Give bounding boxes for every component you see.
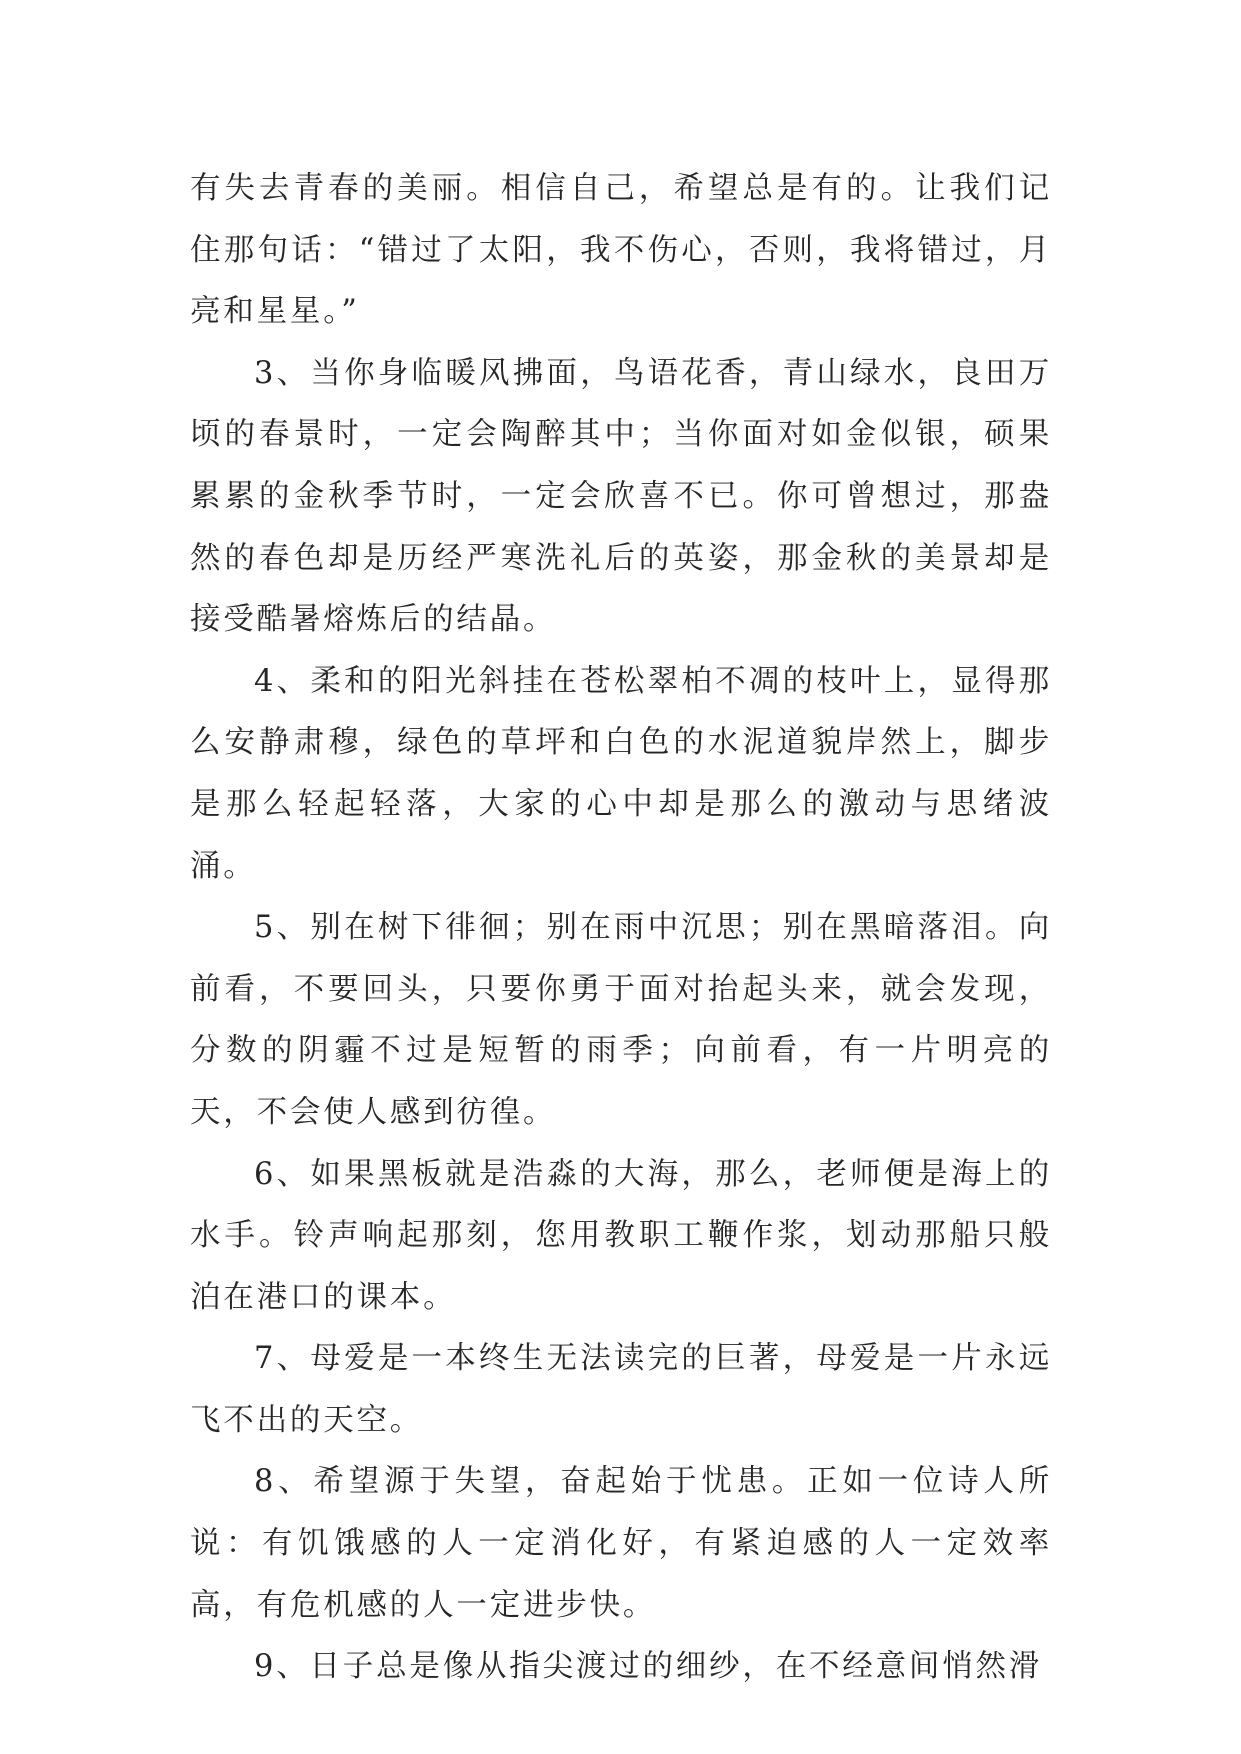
paragraph-item-8: 8、希望源于失望，奋起始于忧患。正如一位诗人所说：有饥饿感的人一定消化好，有紧迫感的人一定效率高，有危机感的人一定进步快。 bbox=[190, 1464, 1052, 1623]
paragraph-item-5: 5、别在树下徘徊；别在雨中沉思；别在黑暗落泪。向前看，不要回头，只要你勇于面对抬起头来，就会发现，分数的阴霾不过是短暂的雨季；向前看，有一片明亮的天，不会使人感到彷徨。 bbox=[190, 910, 1052, 1130]
paragraph-continuation: 有失去青春的美丽。相信自己，希望总是有的。让我们记住那句话：“错过了太阳，我不伤心，否则，我将错过，月亮和星星。” bbox=[190, 171, 1052, 330]
paragraph-item-3: 3、当你身临暖风拂面，鸟语花香，青山绿水，良田万顷的春景时，一定会陶醉其中；当你面对如金似银，硕果累累的金秋季节时，一定会欣喜不已。你可曾想过，那盎然的春色却是历经严寒洗礼后的英姿，那金秋的美景却是接受酷暑熔炼后的结晶。 bbox=[190, 355, 1052, 638]
paragraph-item-9: 9、日子总是像从指尖渡过的细纱，在不经意间悄然滑 bbox=[254, 1649, 1043, 1685]
paragraph-item-7: 7、母爱是一本终生无法读完的巨著，母爱是一片永远飞不出的天空。 bbox=[190, 1341, 1052, 1438]
paragraph-item-4: 4、柔和的阳光斜挂在苍松翠柏不凋的枝叶上，显得那么安静肃穆，绿色的草坪和白色的水泥道貌岸然上，脚步是那么轻起轻落，大家的心中却是那么的激动与思绪波涌。 bbox=[190, 663, 1052, 884]
document-body bbox=[190, 158, 1052, 1698]
paragraph-item-6: 6、如果黑板就是浩淼的大海，那么，老师便是海上的水手。铃声响起那刻，您用教职工鞭作浆，划动那船只般泊在港口的课本。 bbox=[190, 1156, 1052, 1315]
